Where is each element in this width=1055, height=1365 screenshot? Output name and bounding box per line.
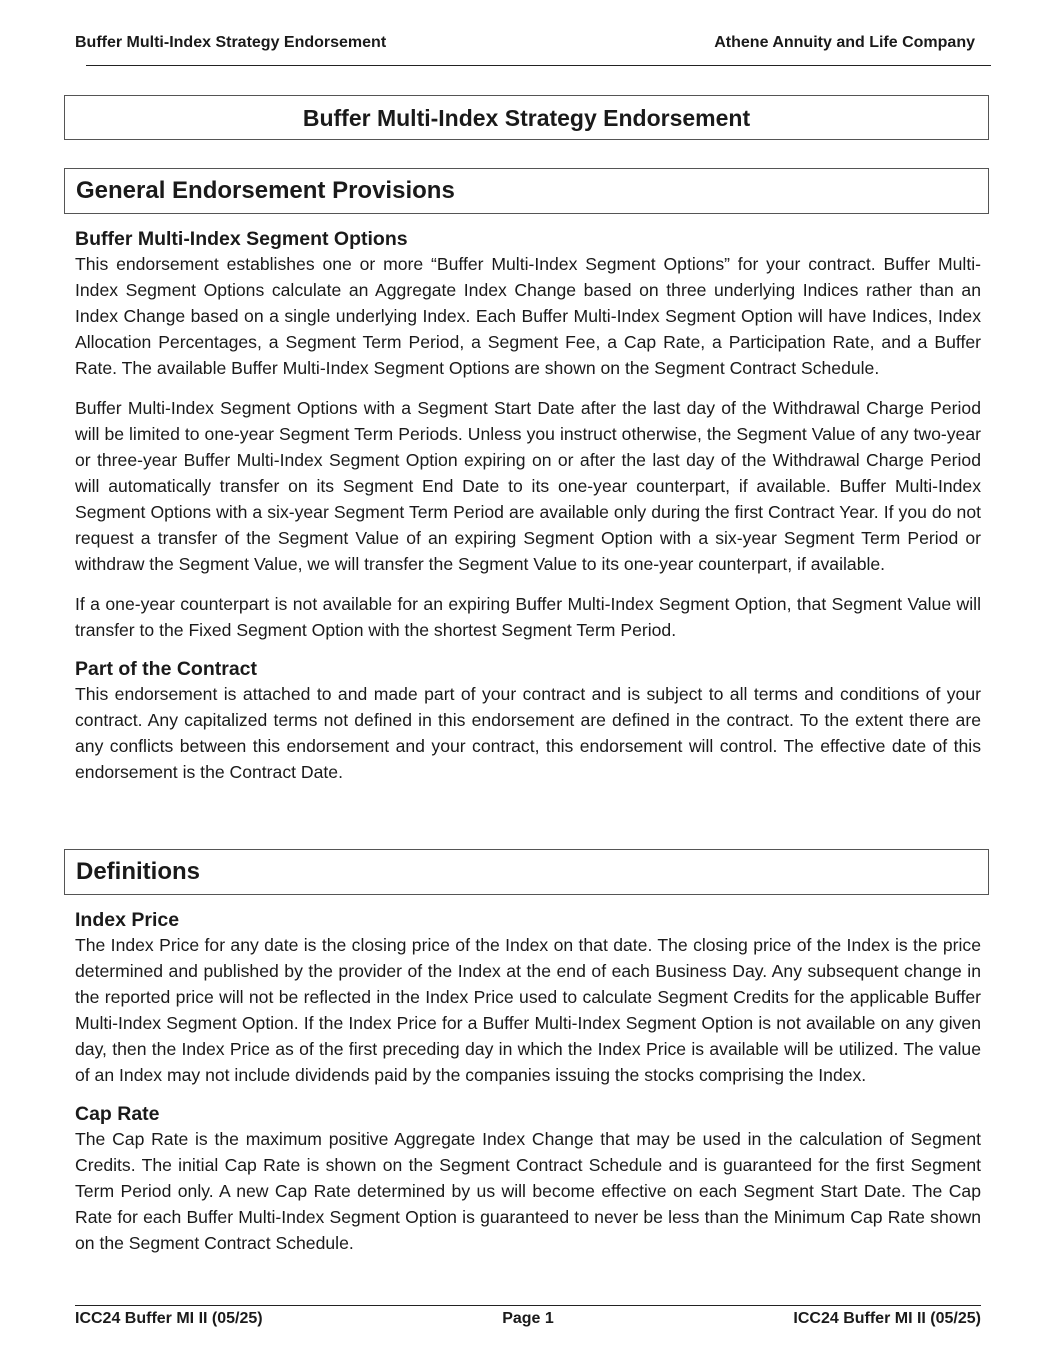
- paragraph-index-price: The Index Price for any date is the closing price of the Index on that date. The closing price of the Index is the price determined and published by the provider of the Index at the end of each Business Day. Any subsequent change in the reported price will not be reflected in the Index Price used to calculate Segment Credits for the applicable Buffer Multi-Index Segment Option. If the Index Price for a Buffer Multi-Index Segment Option is not available on any given day, then the Index Price as of the first preceding day in which the Index Price is available will be utilized. The value of an Index may not include dividends paid by the companies issuing the stocks comprising the Index.: [75, 935, 981, 1085]
- footer-divider: [75, 1305, 981, 1306]
- footer-form-number-left: ICC24 Buffer MI II (05/25): [75, 1310, 263, 1327]
- heading-cap-rate: Cap Rate: [75, 1103, 160, 1125]
- paragraph-segment-options-1: This endorsement establishes one or more “Buffer Multi-Index Segment Options” for your contract. Buffer Multi-Index Segment Options calculate an Aggregate Index Change based on three underlying Indices rather than an Index Change based on a single underlying Index. Each Buffer Multi-Index Segment Option will have Indices, Index Allocation Percentages, a Segment Term Period, a Segment Fee, a Cap Rate, a Participation Rate, and a Buffer Rate. The available Buffer Multi-Index Segment Options are shown on the Segment Contract Schedule.: [75, 254, 981, 378]
- section-title-definitions: Definitions: [64, 849, 989, 895]
- paragraph-segment-options-3: If a one-year counterpart is not available for an expiring Buffer Multi-Index Segment Option, that Segment Value will transfer to the Fixed Segment Option with the shortest Segment Term Period.: [75, 594, 981, 640]
- page-footer: [75, 1310, 981, 1332]
- page-header: [75, 34, 975, 56]
- paragraph-part-of-contract: This endorsement is attached to and made part of your contract and is subject to all terms and conditions of your contract. Any capitalized terms not defined in this endorsement are defined in the contract. To the extent there are any conflicts between this endorsement and your contract, this endorsement will control. The effective date of this endorsement is the Contract Date.: [75, 684, 981, 782]
- footer-form-number-right: ICC24 Buffer MI II (05/25): [793, 1310, 981, 1327]
- section-title-general: General Endorsement Provisions: [64, 168, 989, 214]
- definitions-content: [75, 908, 981, 1270]
- paragraph-segment-options-2: Buffer Multi-Index Segment Options with a Segment Start Date after the last day of the Withdrawal Charge Period will be limited to one-year Segment Term Periods. Unless you instruct otherwise, the Segment Value of any two-year or three-year Buffer Multi-Index Segment Option expiring on or after the last day of the Withdrawal Charge Period will automatically transfer on its Segment End Date to its one-year counterpart, if available. Buffer Multi-Index Segment Options with a six-year Segment Term Period are available only during the first Contract Year. If you do not request a transfer of the Segment Value of an expiring Segment Option with a six-year Segment Term Period or withdraw the Segment Value, we will transfer the Segment Value to its one-year counterpart, if available.: [75, 398, 981, 574]
- heading-segment-options: Buffer Multi-Index Segment Options: [75, 228, 408, 250]
- paragraph-cap-rate: The Cap Rate is the maximum positive Aggregate Index Change that may be used in the calculation of Segment Credits. The initial Cap Rate is shown on the Segment Contract Schedule and is guaranteed for the first Segment Term Period only. A new Cap Rate determined by us will become effective on each Segment Start Date. The Cap Rate for each Buffer Multi-Index Segment Option is guaranteed to never be less than the Minimum Cap Rate shown on the Segment Contract Schedule.: [75, 1129, 981, 1253]
- document-title: Buffer Multi-Index Strategy Endorsement: [64, 95, 989, 140]
- heading-part-of-contract: Part of the Contract: [75, 658, 258, 680]
- page-number: Page 1: [502, 1310, 554, 1327]
- heading-index-price: Index Price: [75, 909, 180, 931]
- header-document-name: Buffer Multi-Index Strategy Endorsement: [75, 34, 387, 51]
- header-company-name: Athene Annuity and Life Company: [714, 34, 975, 51]
- header-divider: [86, 65, 991, 66]
- general-provisions-content: [75, 227, 981, 799]
